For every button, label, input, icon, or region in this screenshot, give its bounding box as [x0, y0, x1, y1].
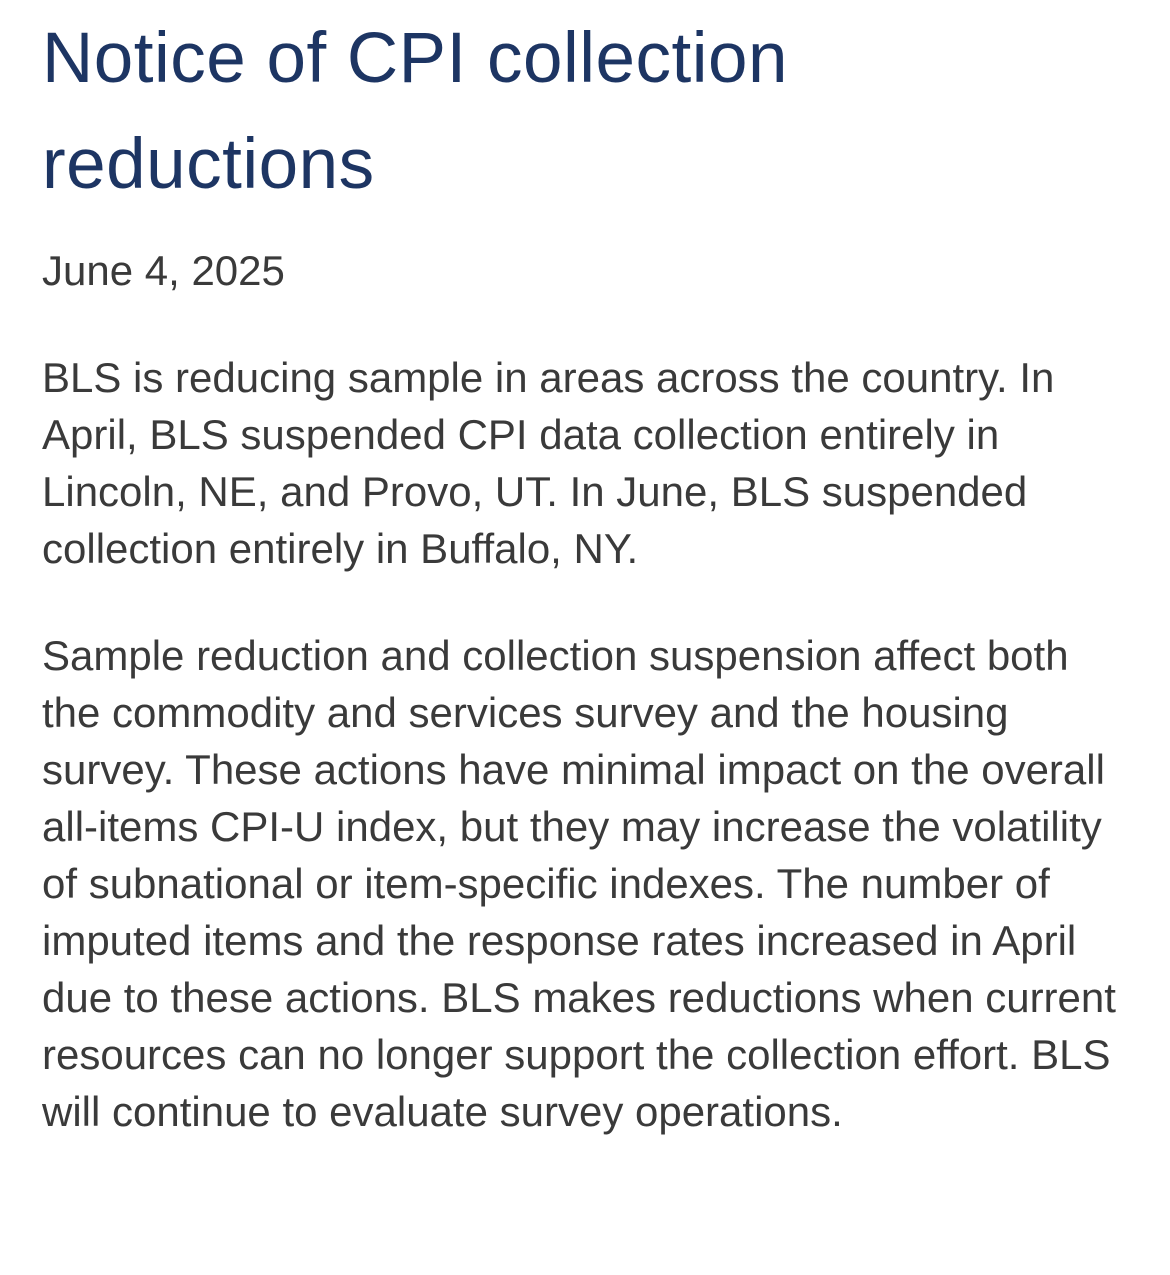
article-date: June 4, 2025 [42, 247, 285, 294]
article-paragraph-1: BLS is reducing sample in areas across the country. In April, BLS suspended CPI data collection entirely in Lincoln, NE, and Provo, UT. In June, BLS suspended collection entirely in Buffalo, NY. [42, 354, 1055, 572]
article-paragraph-2: Sample reduction and collection suspension affect both the commodity and services survey and the housing survey. These actions have minimal impact on the overall all-items CPI-U index, but they may increase the volatility of subnational or item-specific indexes. The number of imputed items and the response rates increased in April due to these actions. BLS makes reductions when current resources can no longer support the collection effort. BLS will continue to evaluate survey operations. [42, 632, 1116, 1135]
page-title: Notice of CPI collection reductions [42, 19, 788, 204]
